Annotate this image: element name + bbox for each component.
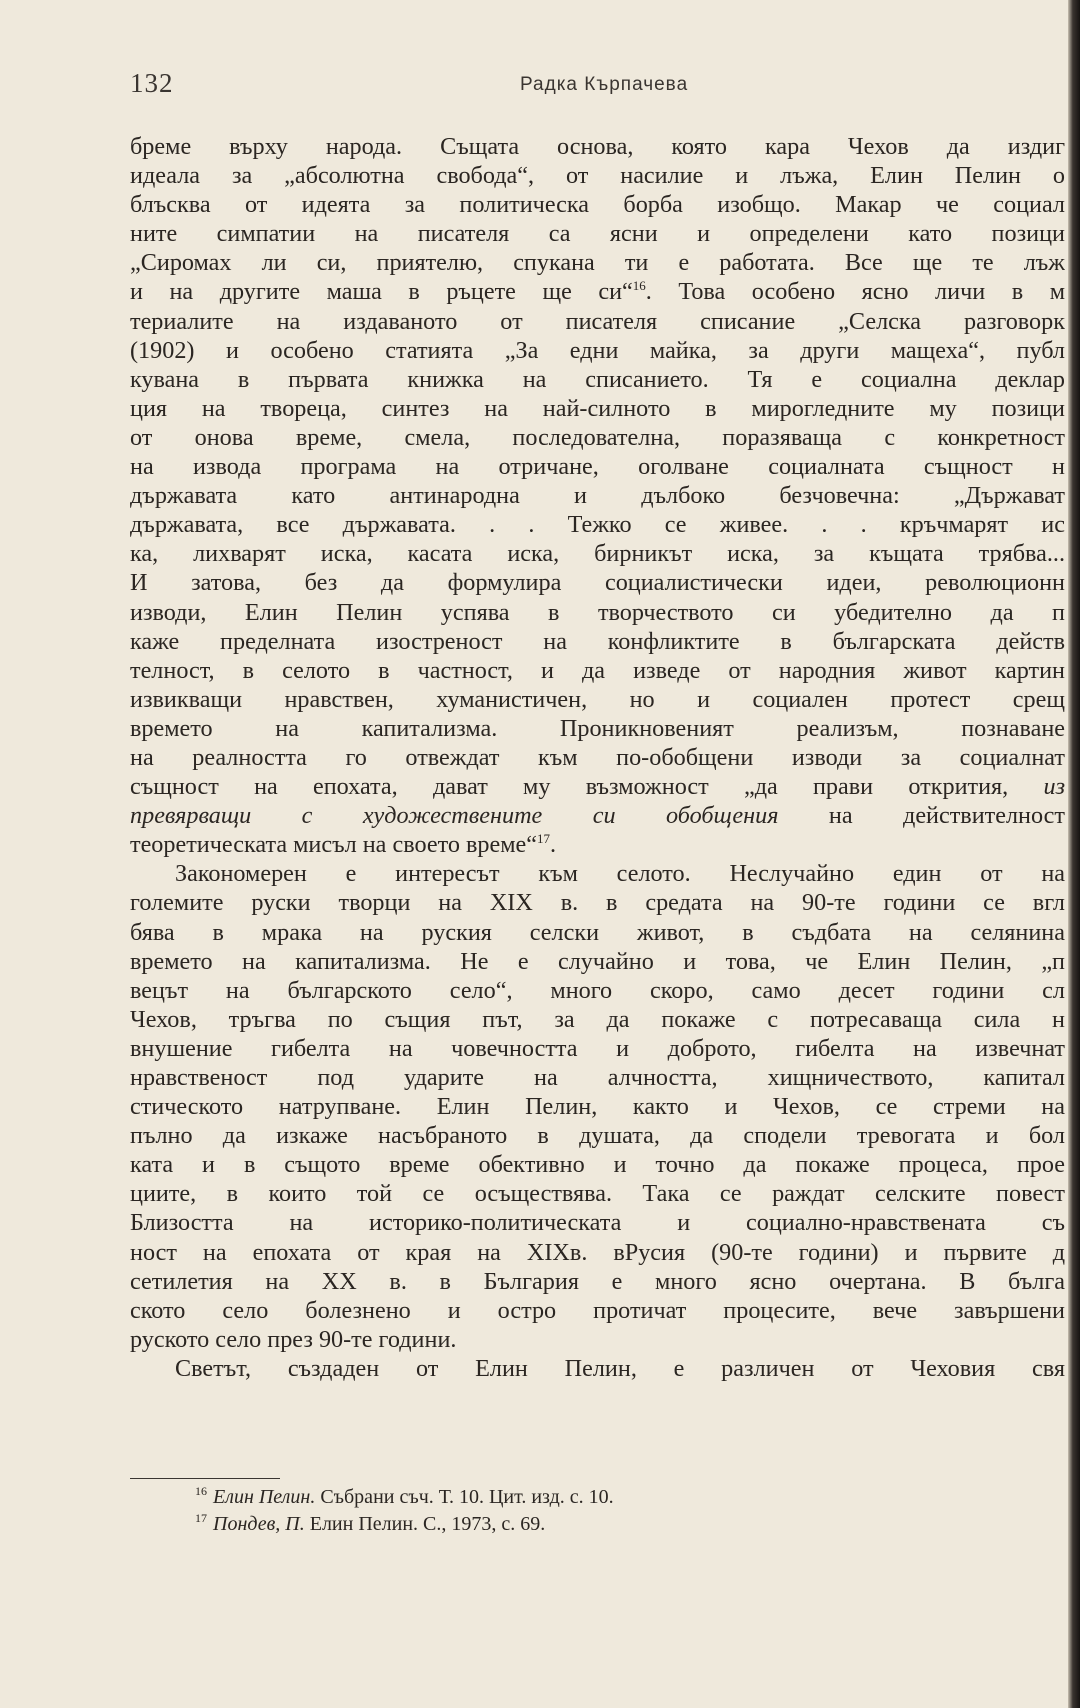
footnote-number: 16 [195,1484,207,1499]
text-line: държавата като антинародна и дълбоко безчовечна: „Държават [130,482,1065,510]
text-line: извикващи нравствен, хуманистичен, но и социален протест срещ [130,685,1065,713]
text-line: (1902) и особено статията „За едни майка, за други мащеха“, публ [130,336,1065,364]
text-line: внушение гибелта на човечността и доброто, гибелта на извечнат [130,1034,1065,1062]
text-segment: на действителност [778,802,1065,830]
footnote-number: 17 [195,1511,207,1526]
text-line-with-italic [130,801,1065,830]
footnote-text: Елин Пелин. С., 1973, с. 69. [304,1513,546,1535]
text-line: на реалността го отвеждат към по-обобщени изводи за социалнат [130,743,1065,771]
text-segment: същност на епохата, дават му възможност „да прави открития, [130,773,1044,801]
footnote-16 [195,1484,955,1511]
italic-segment: из [1043,773,1065,801]
text-line: времето на капитализма. Проникновеният реализъм, познаване [130,714,1065,742]
text-line: ност на епохата от края на XIXв. вРусия (90-те години) и първите д [130,1238,1065,1266]
footnote-author: Пондев, П. [213,1513,305,1535]
footnotes [195,1484,955,1538]
page-header [130,68,1065,108]
text-segment: . [550,831,557,859]
text-line: блъсква от идеята за политическа борба изобщо. Макар че социал [130,191,1065,219]
page-number: 132 [130,68,174,98]
text-line: нравственост под ударите на алчността, хищничеството, капитал [130,1064,1065,1091]
footnote-ref-17: 17 [537,831,550,847]
text-line: ция на твореца, синтез на най-силното в мирогледните му позици [130,394,1065,422]
text-line: Чехов, тръгва по същия път, за да покаже с потресаваща сила н [130,1005,1065,1033]
footnote-ref-16: 16 [632,278,646,294]
text-line: телност, в селото в частност, и да изведе от народния живот картин [130,656,1065,684]
text-line: вецът на българското село“, много скоро, само десет години сл [130,976,1065,1004]
text-line: бреме върху народа. Същата основа, която кара Чехов да издиг [130,133,1065,160]
paragraph-start-line: Светът, създаден от Елин Пелин, е различен от Чеховия свя [175,1354,1065,1382]
text-line: ните симпатии на писателя са ясни и определени като позици [130,220,1065,248]
text-line-with-italic [130,772,1065,801]
text-line: циите, в които той се осъществява. Така се раждат селските повест [130,1180,1065,1208]
running-title: Радка Кърпачева [520,74,689,95]
footnote-author: Елин Пелин. [213,1486,316,1508]
text-line: на извода програма на отричане, оголване социалната същност н [130,453,1065,481]
footnote-17 [195,1511,955,1538]
text-line: ка, лихварят иска, касата иска, бирникът иска, за къщата трябва... [130,540,1065,568]
text-line: „Сиромах ли си, приятелю, спукана ти е работата. Все ще те лъж [130,249,1065,277]
text-line: бява в мрака на руския селски живот, в съдбата на селянина [130,918,1065,946]
text-line: сетилетия на XX в. в България е много ясно очертана. В бълга [130,1267,1065,1295]
text-line: от онова време, смела, последователна, поразяваща с конкретност [130,423,1065,451]
text-line: териалите на издаваното от писателя списание „Селска разговорк [130,307,1065,335]
text-line: стическото натрупване. Елин Пелин, както и Чехов, се стреми на [130,1093,1065,1121]
text-line-with-footnote [130,277,1065,306]
italic-segment: превярващи с художествените си обобщения [130,802,779,830]
text-line: ското село болезнено и остро протичат процесите, вече завършени [130,1296,1065,1324]
text-line: каже пределната изостреност на конфликтите в българската действ [130,627,1065,655]
text-line: руското село през 90-те години. [130,1325,457,1353]
text-segment: . Това особено ясно личи в м [645,278,1065,306]
text-line: И затова, без да формулира социалистически идеи, революционн [130,569,1065,597]
text-line: времето на капитализма. Не е случайно и това, че Елин Пелин, „п [130,947,1065,975]
page-edge-shadow [1068,0,1080,1708]
text-line: кувана в първата книжка на списанието. Тя е социална деклар [130,365,1065,393]
text-line: Близостта на историко-политическата и социално-нравствената съ [130,1209,1065,1237]
footnote-divider [130,1478,280,1479]
text-line: държавата, все държавата. . . Тежко се живее. . . кръчмарят ис [130,511,1065,539]
text-segment: теоретическата мисъл на своето време“ [130,831,537,859]
text-line: изводи, Елин Пелин успява в творчеството си убедително да п [130,598,1065,626]
paragraph-start-line: Закономерен е интересът към селото. Неслучайно един от на [175,860,1065,888]
text-line: пълно да изкаже насъбраното в душата, да сподели тревогата и бол [130,1122,1065,1150]
text-line: идеала за „абсолютна свобода“, от насилие и лъжа, Елин Пелин о [130,162,1065,190]
text-segment: и на другите маша в ръцете ще си“ [130,278,633,306]
body-text [130,132,1065,1383]
text-line: ката и в същото време обективно и точно да покаже процеса, прое [130,1151,1065,1179]
text-line: големите руски творци на XIX в. в средата на 90-те години се вгл [130,889,1065,917]
footnote-text: Събрани съч. Т. 10. Цит. изд. с. 10. [315,1486,614,1508]
text-line-with-footnote [130,830,1065,859]
